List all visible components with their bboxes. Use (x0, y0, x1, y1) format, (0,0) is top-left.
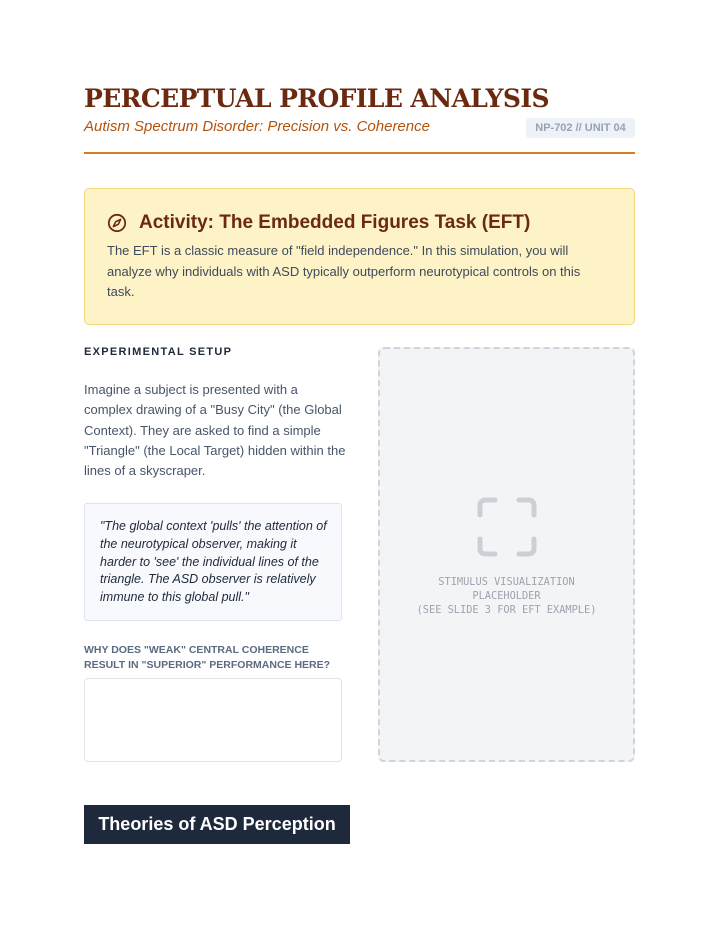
page-subtitle: Autism Spectrum Disorder: Precision vs. Coherence (84, 118, 430, 135)
stimulus-caption-line: STIMULUS VISUALIZATION (438, 576, 575, 588)
unit-code-badge: NP-702 // UNIT 04 (526, 118, 635, 138)
compass-icon (107, 213, 127, 233)
setup-heading: EXPERIMENTAL SETUP (84, 346, 233, 358)
quote-text: "The global context 'pulls' the attention of the neurotypical observer, making it harder to 'see' the individual lines of the triangle. The ASD observer is relatively immune to this global pull." (100, 519, 327, 605)
quote-box (84, 503, 342, 621)
activity-callout (84, 188, 635, 325)
question-prompt: WHY DOES "WEAK" CENTRAL COHERENCE RESULT IN "SUPERIOR" PERFORMANCE HERE? (84, 644, 331, 671)
stimulus-caption-line: PLACEHOLDER (472, 590, 541, 603)
focus-frame-icon (477, 497, 537, 557)
header-divider (84, 152, 635, 154)
stimulus-placeholder (378, 347, 635, 762)
answer-field[interactable] (84, 678, 342, 762)
activity-title: Activity: The Embedded Figures Task (EFT) (139, 212, 531, 233)
stimulus-caption-line: (SEE SLIDE 3 FOR EFT EXAMPLE) (416, 604, 597, 617)
stimulus-caption (380, 575, 633, 618)
section-heading-banner: Theories of ASD Perception (84, 805, 350, 844)
activity-description: The EFT is a classic measure of "field independence." In this simulation, you will analyze why individuals with ASD typically outperform neurotypical controls on this task. (107, 243, 581, 299)
page-title: PERCEPTUAL PROFILE ANALYSIS (84, 84, 549, 113)
setup-description: Imagine a subject is presented with a complex drawing of a "Busy City" (the Global Context). They are asked to find a simple "Triangle" (the Local Target) hidden within the lines of a skyscraper. (84, 382, 346, 479)
